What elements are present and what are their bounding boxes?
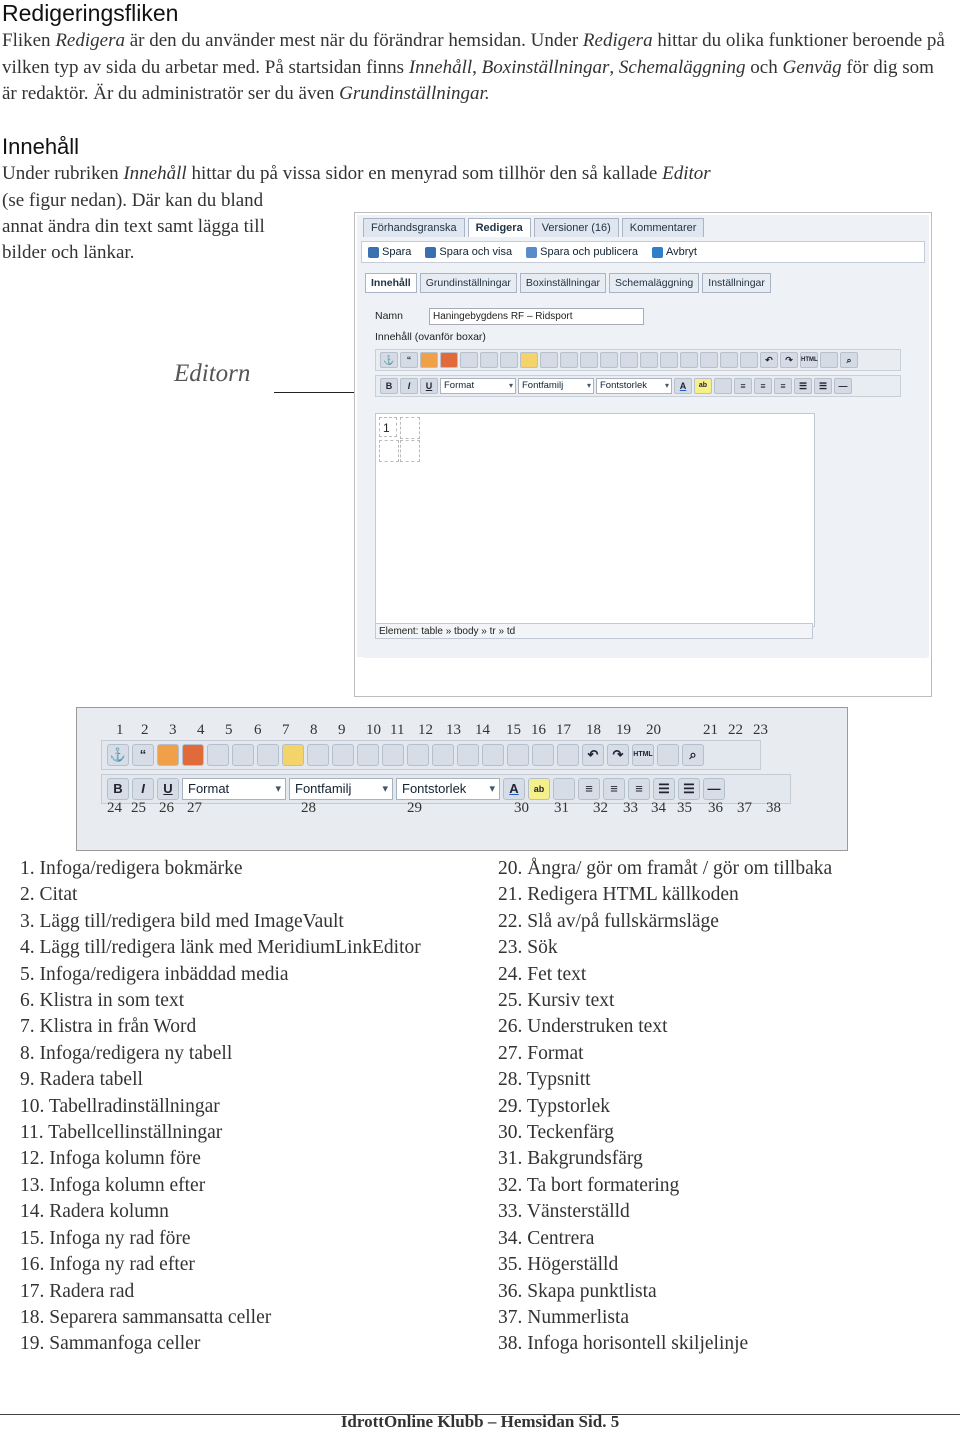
image-icon[interactable]: [420, 352, 438, 368]
legend-item: 3. Lägg till/redigera bild med ImageVault: [20, 910, 344, 932]
image-icon: [157, 744, 179, 766]
callout-number: 28: [301, 800, 316, 816]
text-run: hittar du olika funktioner beroende på vilken typ av sida du arbetar med. På startsidan finns: [2, 30, 945, 78]
legend-item: 29. Typstorlek: [498, 1095, 611, 1117]
element-path-status: Element: table » tbody » tr » td: [375, 623, 813, 639]
text-run: Redigera: [582, 30, 653, 51]
editor-toolbar-row2: [375, 375, 901, 397]
hr-icon: —: [703, 778, 725, 800]
format-dropdown: Format ▾: [182, 778, 286, 800]
callout-number: 34: [651, 800, 666, 816]
text-run: hittar du på vissa sidor en menyrad som tillhör den så kallade: [186, 163, 663, 184]
legend-list-left: [20, 856, 421, 1358]
table-icon: [282, 744, 304, 766]
text-run: Fliken: [2, 30, 56, 51]
callout-number: 9: [338, 722, 346, 738]
delete-row-icon: [507, 744, 529, 766]
legend-item: 19. Sammanfoga celler: [20, 1333, 201, 1355]
subtab-content[interactable]: Innehåll: [365, 273, 417, 293]
underline-icon: U: [157, 778, 179, 800]
cancel-button[interactable]: Avbryt: [652, 246, 697, 258]
callout-number: 32: [593, 800, 608, 816]
callout-number: 19: [616, 722, 631, 738]
table-icon[interactable]: [520, 352, 538, 368]
html-icon[interactable]: HTML: [800, 352, 818, 368]
legend-item: 11. Tabellcellinställningar: [20, 1122, 223, 1144]
legend-item: 9. Radera tabell: [20, 1069, 143, 1091]
link-icon: [182, 744, 204, 766]
content-paragraph-line: [2, 161, 952, 188]
subtab-basic-settings[interactable]: Grundinställningar: [420, 273, 517, 293]
callout-number: 38: [766, 800, 781, 816]
delete-row-icon[interactable]: [700, 352, 718, 368]
bg-color-icon: ab: [528, 778, 550, 800]
callout-number: 11: [390, 722, 405, 738]
text-run: Schemaläggning: [618, 56, 746, 78]
toolbar-diagram: [76, 707, 848, 851]
legend-item: 10. Tabellradinställningar: [20, 1095, 220, 1117]
row-before-icon[interactable]: [660, 352, 678, 368]
row-props-icon[interactable]: [560, 352, 578, 368]
bullet-list-icon[interactable]: ☰: [794, 378, 812, 394]
callout-number: 3: [169, 722, 177, 738]
media-icon[interactable]: [460, 352, 478, 368]
diagram-toolbar-row1: [101, 740, 761, 770]
legend-item: 17. Radera rad: [20, 1280, 135, 1302]
text-run: Innehåll: [123, 163, 187, 184]
callout-number: 5: [225, 722, 233, 738]
bullet-list-icon: ☰: [653, 778, 675, 800]
split-cells-icon: [532, 744, 554, 766]
legend-item: 21. Redigera HTML källkoden: [498, 884, 739, 906]
align-center-icon: ≡: [603, 778, 625, 800]
fontsize-dropdown[interactable]: Fontstorlek ▾: [596, 378, 672, 394]
fullscreen-icon[interactable]: [820, 352, 838, 368]
text-run: ,: [609, 56, 619, 78]
name-field[interactable]: Haningebygdens RF – Ridsport: [429, 308, 644, 325]
legend-item: 22. Slå av/på fullskärmsläge: [498, 910, 719, 932]
content-label: Innehåll (ovanför boxar): [375, 331, 486, 343]
text-run: ,: [472, 56, 482, 78]
tab-edit[interactable]: Redigera: [468, 218, 531, 237]
callout-number: 7: [282, 722, 290, 738]
callout-number: 26: [159, 800, 174, 816]
legend-item: 24. Fet text: [498, 963, 587, 985]
legend-item: 25. Kursiv text: [498, 990, 615, 1012]
callout-number: 17: [556, 722, 571, 738]
html-icon: HTML: [632, 744, 654, 766]
hr-icon[interactable]: —: [834, 378, 852, 394]
legend-item: 13. Infoga kolumn efter: [20, 1174, 206, 1196]
callout-number: 22: [728, 722, 743, 738]
col-after-icon[interactable]: [620, 352, 638, 368]
sub-tabs: [365, 273, 771, 293]
content-paragraph-line: (se figur nedan). Där kan du bland: [2, 190, 264, 211]
cell-props-icon: [357, 744, 379, 766]
subtab-settings[interactable]: Inställningar: [702, 273, 771, 293]
legend-item: 14. Radera kolumn: [20, 1201, 169, 1223]
legend-item: 12. Infoga kolumn före: [20, 1148, 201, 1170]
subtab-box-settings[interactable]: Boxinställningar: [520, 273, 606, 293]
callout-number: 31: [554, 800, 569, 816]
split-cells-icon[interactable]: [720, 352, 738, 368]
number-list-icon[interactable]: ☰: [814, 378, 832, 394]
name-label: Namn: [375, 310, 404, 322]
redo-icon[interactable]: ↷: [780, 352, 798, 368]
legend-item: 31. Bakgrundsfärg: [498, 1148, 643, 1170]
callout-number: 12: [418, 722, 433, 738]
legend-item: 7. Klistra in från Word: [20, 1016, 197, 1038]
remove-format-icon: [553, 778, 575, 800]
text-run: Innehåll: [408, 56, 473, 78]
callout-number: 35: [677, 800, 692, 816]
col-before-icon[interactable]: [600, 352, 618, 368]
redo-icon: ↷: [607, 744, 629, 766]
underline-icon[interactable]: U: [420, 378, 438, 394]
legend-item: 38. Infoga horisontell skiljelinje: [498, 1333, 749, 1355]
legend-list-right: [498, 856, 832, 1358]
cell-props-icon[interactable]: [580, 352, 598, 368]
bg-color-icon[interactable]: ab: [694, 378, 712, 394]
legend-item: 18. Separera sammansatta celler: [20, 1306, 272, 1328]
fontfamily-dropdown[interactable]: Fontfamilj ▾: [518, 378, 594, 394]
format-dropdown[interactable]: Format ▾: [440, 378, 516, 394]
text-run: Editor: [662, 163, 711, 184]
legend-item: 8. Infoga/redigera ny tabell: [20, 1042, 233, 1064]
legend-item: 4. Lägg till/redigera länk med MeridiumLinkEditor: [20, 937, 421, 959]
callout-number: 33: [623, 800, 638, 816]
save-icon: [368, 247, 379, 258]
anchor-icon: ⚓: [107, 744, 129, 766]
editor-callout-label: Editorn: [174, 360, 251, 387]
callout-number: 14: [475, 722, 490, 738]
legend-item: 2. Citat: [20, 884, 78, 906]
legend-item: 6. Klistra in som text: [20, 990, 185, 1012]
text-run: för dig som är redaktör. Är du administratör ser du även: [2, 56, 934, 104]
legend-item: 15. Infoga ny rad före: [20, 1227, 191, 1249]
callout-number: 30: [514, 800, 529, 816]
intro-paragraph: [2, 28, 952, 108]
paste-word-icon: [257, 744, 279, 766]
callout-number: 10: [366, 722, 381, 738]
italic-icon[interactable]: I: [400, 378, 418, 394]
callout-number: 6: [254, 722, 262, 738]
legend-item: 36. Skapa punktlista: [498, 1280, 657, 1302]
delete-col-icon: [432, 744, 454, 766]
callout-number: 25: [131, 800, 146, 816]
save-view-button[interactable]: Spara och visa: [425, 246, 512, 258]
undo-icon[interactable]: ↶: [760, 352, 778, 368]
align-left-icon[interactable]: ≡: [734, 378, 752, 394]
callout-number: 2: [141, 722, 149, 738]
paste-text-icon[interactable]: [480, 352, 498, 368]
tab-preview[interactable]: Förhandsgranska: [363, 218, 465, 237]
legend-item: 26. Understruken text: [498, 1016, 668, 1038]
fullscreen-icon: [657, 744, 679, 766]
tab-versions[interactable]: Versioner (16): [534, 218, 619, 237]
table-cell[interactable]: [379, 440, 399, 462]
legend-item: 1. Infoga/redigera bokmärke: [20, 858, 243, 879]
subtab-scheduling[interactable]: Schemaläggning: [609, 273, 699, 293]
callout-number: 37: [737, 800, 752, 816]
legend-item: 5. Infoga/redigera inbäddad media: [20, 963, 289, 985]
text-run: och: [745, 56, 783, 78]
bold-icon: B: [107, 778, 129, 800]
callout-number: 15: [506, 722, 521, 738]
row-before-icon: [457, 744, 479, 766]
undo-icon: ↶: [582, 744, 604, 766]
row-after-icon[interactable]: [680, 352, 698, 368]
editor-screenshot: [354, 212, 932, 697]
legend-item: 20. Ångra/ gör om framåt / gör om tillbaka: [498, 858, 833, 879]
quote-icon: “: [132, 744, 154, 766]
row-after-icon: [482, 744, 504, 766]
callout-number: 21: [703, 722, 718, 738]
legend-item: 23. Sök: [498, 937, 558, 959]
legend-item: 16. Infoga ny rad efter: [20, 1254, 195, 1276]
page-heading: Redigeringsfliken: [2, 0, 179, 26]
align-right-icon: ≡: [628, 778, 650, 800]
callout-number: 20: [646, 722, 661, 738]
align-center-icon[interactable]: ≡: [754, 378, 772, 394]
italic-icon: I: [132, 778, 154, 800]
callout-number: 27: [187, 800, 202, 816]
page-footer: IdrottOnline Klubb – Hemsidan Sid. 5: [340, 1412, 620, 1431]
legend-item: 32. Ta bort formatering: [498, 1174, 680, 1196]
cancel-icon: [652, 247, 663, 258]
legend-item: 33. Vänsterställd: [498, 1201, 630, 1223]
text-run: Redigera: [55, 30, 125, 51]
table-cell[interactable]: 1: [379, 417, 397, 437]
text-run: Boxinställningar: [481, 56, 610, 78]
callout-number: 18: [586, 722, 601, 738]
callout-number: 24: [107, 800, 122, 816]
legend-item: 27. Format: [498, 1042, 584, 1064]
align-right-icon[interactable]: ≡: [774, 378, 792, 394]
link-icon[interactable]: [440, 352, 458, 368]
number-list-icon: ☰: [678, 778, 700, 800]
align-left-icon: ≡: [578, 778, 600, 800]
legend-item: 35. Högerställd: [498, 1254, 619, 1276]
content-paragraph-line: bilder och länkar.: [2, 242, 135, 263]
callout-number: 23: [753, 722, 768, 738]
col-before-icon: [382, 744, 404, 766]
merge-cells-icon[interactable]: [740, 352, 758, 368]
text-run: Genväg: [782, 56, 842, 78]
bold-icon[interactable]: B: [380, 378, 398, 394]
legend-item: 34. Centrera: [498, 1227, 595, 1249]
text-run: Under rubriken: [2, 163, 124, 184]
media-icon: [207, 744, 229, 766]
table-cell[interactable]: [400, 440, 420, 462]
fontfamily-dropdown: Fontfamilj ▾: [289, 778, 393, 800]
callout-number: 4: [197, 722, 205, 738]
table-cell[interactable]: [400, 417, 420, 439]
publish-icon: [526, 247, 537, 258]
callout-number: 36: [708, 800, 723, 816]
legend-item: 30. Teckenfärg: [498, 1122, 614, 1144]
callout-number: 8: [310, 722, 318, 738]
action-bar: [361, 241, 925, 263]
delete-table-icon: [307, 744, 329, 766]
quote-icon[interactable]: “: [400, 352, 418, 368]
save-button[interactable]: Spara: [368, 246, 411, 258]
callout-number: 16: [531, 722, 546, 738]
delete-col-icon[interactable]: [640, 352, 658, 368]
delete-table-icon[interactable]: [540, 352, 558, 368]
paste-text-icon: [232, 744, 254, 766]
text-run: Grundinställningar.: [339, 83, 490, 104]
editor-toolbar-row1: [375, 349, 901, 371]
search-icon[interactable]: ⌕: [840, 352, 858, 368]
paste-word-icon[interactable]: [500, 352, 518, 368]
top-tabs: [363, 218, 704, 237]
tab-comments[interactable]: Kommentarer: [622, 218, 705, 237]
legend-item: 37. Nummerlista: [498, 1306, 630, 1328]
save-publish-button[interactable]: Spara och publicera: [526, 246, 638, 258]
section-heading: Innehåll: [2, 134, 80, 159]
content-panel: [363, 293, 927, 658]
editor-content-area[interactable]: [375, 413, 815, 627]
remove-format-icon[interactable]: [714, 378, 732, 394]
col-after-icon: [407, 744, 429, 766]
callout-number: 13: [446, 722, 461, 738]
row-props-icon: [332, 744, 354, 766]
text-run: är den du använder mest när du förändrar hemsidan. Under: [124, 30, 583, 51]
text-color-icon[interactable]: A: [674, 378, 692, 394]
merge-cells-icon: [557, 744, 579, 766]
text-color-icon: A: [503, 778, 525, 800]
callout-number: 1: [116, 722, 124, 738]
callout-number: 29: [407, 800, 422, 816]
anchor-icon[interactable]: ⚓: [380, 352, 398, 368]
content-paragraph-line: annat ändra din text samt lägga till: [2, 216, 265, 237]
fontsize-dropdown: Fontstorlek ▾: [396, 778, 500, 800]
search-icon: ⌕: [682, 744, 704, 766]
save-view-icon: [425, 247, 436, 258]
legend-item: 28. Typsnitt: [498, 1069, 591, 1091]
